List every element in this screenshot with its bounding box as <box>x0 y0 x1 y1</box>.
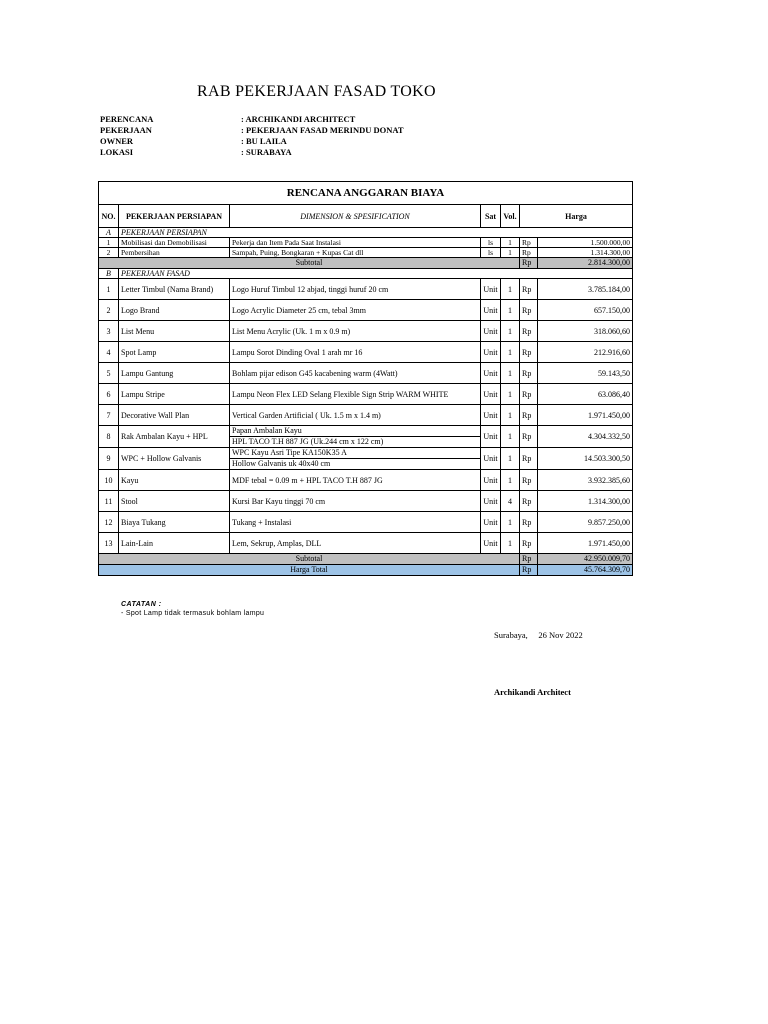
cell-no: 6 <box>99 384 119 405</box>
table-row <box>99 533 633 554</box>
cell-amount: 3.932.385,60 <box>538 470 633 491</box>
cell-amount: 59.143,50 <box>538 363 633 384</box>
notes-title: CATATAN : <box>121 601 162 608</box>
section-b-row <box>99 269 633 279</box>
cell-job: Rak Ambalan Kayu + HPL <box>119 426 230 448</box>
meta-row-perencana <box>100 114 404 125</box>
header-dim: DIMENSION & SPESIFICATION <box>230 205 481 228</box>
cell-amount: 14.503.300,50 <box>538 448 633 470</box>
cell-job: Stool <box>119 491 230 512</box>
cell-amount: 1.314.300,00 <box>538 248 633 258</box>
subtotal-row-a <box>99 258 633 269</box>
cell-no: 11 <box>99 491 119 512</box>
cell-rp: Rp <box>520 384 538 405</box>
table-row <box>99 491 633 512</box>
table-title: RENCANA ANGGARAN BIAYA <box>99 182 633 205</box>
cell-sat: Unit <box>481 342 501 363</box>
total-label: Harga Total <box>99 565 520 576</box>
cell-vol: 1 <box>501 300 520 321</box>
table-row <box>99 363 633 384</box>
table-row <box>99 384 633 405</box>
cell-vol: 1 <box>501 342 520 363</box>
cell-sat: ls <box>481 248 501 258</box>
meta-row-owner <box>100 136 404 147</box>
cell-amount: 1.971.450,00 <box>538 405 633 426</box>
cell-rp: Rp <box>520 470 538 491</box>
subtotal-label: Subtotal <box>99 258 520 269</box>
cell-dim: WPC Kayu Asri Tipe KA150K35 A <box>230 448 481 459</box>
header-price: Harga <box>520 205 633 228</box>
cell-no: 2 <box>99 248 119 258</box>
cell-dim: Lampu Neon Flex LED Selang Flexible Sign Strip WARM WHITE <box>230 384 481 405</box>
cell-dim: Sampah, Puing, Bongkaran + Kupas Cat dll <box>230 248 481 258</box>
cell-vol: 1 <box>501 512 520 533</box>
cell-vol: 1 <box>501 426 520 448</box>
cell-no: 5 <box>99 363 119 384</box>
total-row <box>99 565 633 576</box>
header-vol: Vol. <box>501 205 520 228</box>
section-a-row <box>99 228 633 238</box>
section-letter: A <box>99 228 119 238</box>
cell-job: Decorative Wall Plan <box>119 405 230 426</box>
cell-no: 4 <box>99 342 119 363</box>
cell-sat: Unit <box>481 405 501 426</box>
cell-rp: Rp <box>520 405 538 426</box>
cell-dim: Logo Acrylic Diameter 25 cm, tebal 3mm <box>230 300 481 321</box>
cell-dim: Lampu Sorot Dinding Oval 1 arah mr 16 <box>230 342 481 363</box>
cell-job: List Menu <box>119 321 230 342</box>
meta-key: PEKERJAAN <box>100 125 152 135</box>
cell-vol: 1 <box>501 363 520 384</box>
cell-no: 2 <box>99 300 119 321</box>
cell-job: Letter Timbul (Nama Brand) <box>119 279 230 300</box>
table-row <box>99 342 633 363</box>
meta-value: : ARCHIKANDI ARCHITECT <box>241 114 356 124</box>
cell-amount: 1.314.300,00 <box>538 491 633 512</box>
cell-dim: Pekerja dan Item Pada Saat Instalasi <box>230 238 481 248</box>
cell-vol: 1 <box>501 238 520 248</box>
section-letter: B <box>99 269 119 279</box>
cell-vol: 1 <box>501 248 520 258</box>
cell-job: Logo Brand <box>119 300 230 321</box>
cell-amount: 1.971.450,00 <box>538 533 633 554</box>
cell-dim: Lem, Sekrup, Amplas, DLL <box>230 533 481 554</box>
table-row <box>99 238 633 248</box>
cell-dim: Kursi Bar Kayu tinggi 70 cm <box>230 491 481 512</box>
cell-rp: Rp <box>520 238 538 248</box>
cell-no: 10 <box>99 470 119 491</box>
cell-sat: Unit <box>481 491 501 512</box>
cell-vol: 1 <box>501 533 520 554</box>
cell-job: Lampu Stripe <box>119 384 230 405</box>
cell-vol: 1 <box>501 448 520 470</box>
notes-line: - Spot Lamp tidak termasuk bohlam lampu <box>121 610 265 617</box>
cell-no: 7 <box>99 405 119 426</box>
document-meta <box>100 114 404 158</box>
cell-rp: Rp <box>520 426 538 448</box>
cell-rp: Rp <box>520 279 538 300</box>
cell-no: 1 <box>99 279 119 300</box>
cell-rp: Rp <box>520 248 538 258</box>
table-row <box>99 426 633 437</box>
subtotal-rp: Rp <box>520 554 538 565</box>
section-name: PEKERJAAN FASAD <box>119 269 633 279</box>
table-row <box>99 448 633 459</box>
meta-value: : SURABAYA <box>241 147 292 157</box>
budget-table <box>98 181 633 576</box>
cell-rp: Rp <box>520 491 538 512</box>
cell-vol: 1 <box>501 384 520 405</box>
cell-dim: Hollow Galvanis uk 40x40 cm <box>230 459 481 470</box>
subtotal-amount: 2.814.300,00 <box>538 258 633 269</box>
cell-sat: Unit <box>481 470 501 491</box>
cell-amount: 4.304.332,50 <box>538 426 633 448</box>
cell-amount: 9.857.250,00 <box>538 512 633 533</box>
meta-key: OWNER <box>100 136 134 146</box>
cell-job: Mobilisasi dan Demobilisasi <box>119 238 230 248</box>
cell-sat: Unit <box>481 533 501 554</box>
meta-value: : PEKERJAAN FASAD MERINDU DONAT <box>241 125 404 135</box>
notes <box>121 601 264 617</box>
cell-rp: Rp <box>520 533 538 554</box>
cell-sat: Unit <box>481 300 501 321</box>
cell-vol: 1 <box>501 405 520 426</box>
cell-dim: Vertical Garden Artificial ( Uk. 1.5 m x 1.4 m) <box>230 405 481 426</box>
total-amount: 45.764.309,70 <box>538 565 633 576</box>
cell-rp: Rp <box>520 363 538 384</box>
table-row <box>99 300 633 321</box>
table-header-row <box>99 205 633 228</box>
table-row <box>99 405 633 426</box>
cell-no: 12 <box>99 512 119 533</box>
table-row <box>99 512 633 533</box>
cell-amount: 3.785.184,00 <box>538 279 633 300</box>
cell-sat: Unit <box>481 448 501 470</box>
meta-key: PERENCANA <box>100 114 154 124</box>
header-no: NO. <box>99 205 119 228</box>
cell-no: 8 <box>99 426 119 448</box>
cell-sat: Unit <box>481 363 501 384</box>
cell-vol: 1 <box>501 321 520 342</box>
signature: Archikandi Architect <box>494 687 571 697</box>
cell-rp: Rp <box>520 342 538 363</box>
section-name: PEKERJAAN PERSIAPAN <box>119 228 633 238</box>
place-date: Surabaya, 26 Nov 2022 <box>494 630 583 640</box>
cell-sat: Unit <box>481 279 501 300</box>
cell-rp: Rp <box>520 448 538 470</box>
header-sat: Sat <box>481 205 501 228</box>
cell-amount: 63.086,40 <box>538 384 633 405</box>
cell-dim: Logo Huruf Timbul 12 abjad, tinggi huruf 20 cm <box>230 279 481 300</box>
cell-dim: MDF tebal = 0.09 m + HPL TACO T.H 887 JG <box>230 470 481 491</box>
meta-row-pekerjaan <box>100 125 404 136</box>
document-title: RAB PEKERJAAN FASAD TOKO <box>197 83 436 100</box>
cell-job: Biaya Tukang <box>119 512 230 533</box>
subtotal-rp: Rp <box>520 258 538 269</box>
cell-job: WPC + Hollow Galvanis <box>119 448 230 470</box>
cell-sat: Unit <box>481 321 501 342</box>
cell-amount: 212.916,60 <box>538 342 633 363</box>
cell-amount: 318.060,60 <box>538 321 633 342</box>
cell-dim: HPL TACO T.H 887 JG (Uk.244 cm x 122 cm) <box>230 437 481 448</box>
cell-no: 13 <box>99 533 119 554</box>
cell-dim: List Menu Acrylic (Uk. 1 m x 0.9 m) <box>230 321 481 342</box>
subtotal-amount: 42.950.009,70 <box>538 554 633 565</box>
meta-key: LOKASI <box>100 147 134 157</box>
cell-no: 1 <box>99 238 119 248</box>
cell-sat: Unit <box>481 512 501 533</box>
cell-rp: Rp <box>520 300 538 321</box>
cell-dim: Tukang + Instalasi <box>230 512 481 533</box>
cell-no: 9 <box>99 448 119 470</box>
subtotal-label: Subtotal <box>99 554 520 565</box>
header-job: PEKERJAAN PERSIAPAN <box>119 205 230 228</box>
cell-rp: Rp <box>520 512 538 533</box>
cell-amount: 657.150,00 <box>538 300 633 321</box>
table-row <box>99 470 633 491</box>
subtotal-row-b <box>99 554 633 565</box>
total-rp: Rp <box>520 565 538 576</box>
cell-dim: Bohlam pijar edison G45 kacabening warm (4Watt) <box>230 363 481 384</box>
cell-dim: Papan Ambalan Kayu <box>230 426 481 437</box>
table-row <box>99 248 633 258</box>
table-row <box>99 279 633 300</box>
meta-value: : BU LAILA <box>241 136 287 146</box>
table-title-row <box>99 182 633 205</box>
cell-vol: 1 <box>501 279 520 300</box>
cell-sat: Unit <box>481 426 501 448</box>
cell-job: Pembersihan <box>119 248 230 258</box>
cell-job: Lampu Gantung <box>119 363 230 384</box>
cell-rp: Rp <box>520 321 538 342</box>
table-row <box>99 321 633 342</box>
cell-sat: Unit <box>481 384 501 405</box>
meta-row-lokasi <box>100 147 404 158</box>
cell-job: Lain-Lain <box>119 533 230 554</box>
cell-sat: ls <box>481 238 501 248</box>
cell-amount: 1.500.000,00 <box>538 238 633 248</box>
cell-job: Kayu <box>119 470 230 491</box>
cell-vol: 4 <box>501 491 520 512</box>
cell-no: 3 <box>99 321 119 342</box>
cell-vol: 1 <box>501 470 520 491</box>
cell-job: Spot Lamp <box>119 342 230 363</box>
